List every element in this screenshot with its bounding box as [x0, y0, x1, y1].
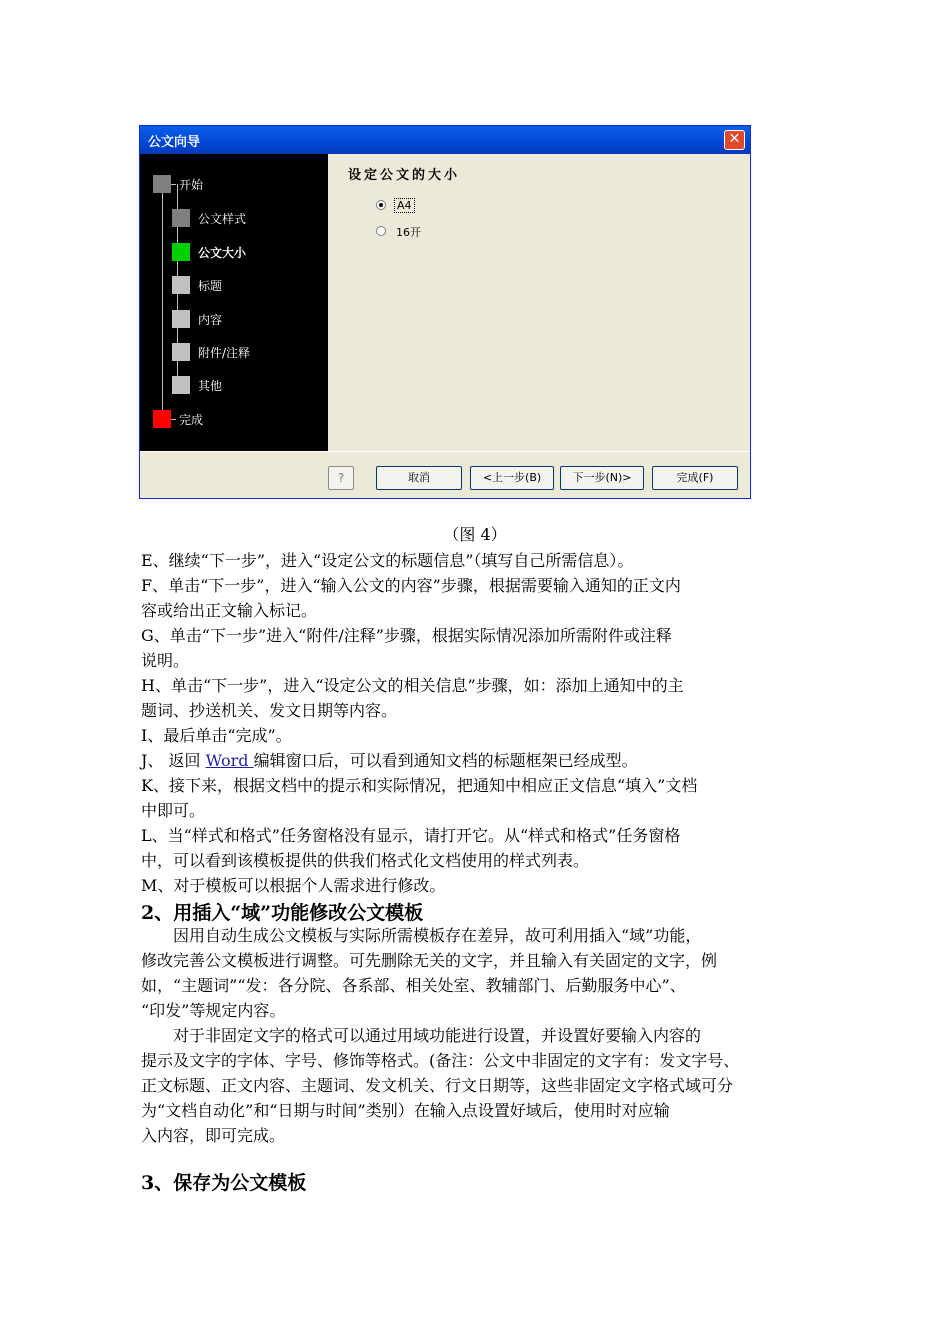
step-g-text: G、单击“下一步”进入“附件/注释”步骤，根据实际情况添加所需附件或注释 — [141, 626, 672, 645]
step-f-text: F、单击“下一步”，进入“输入公文的内容”步骤，根据需要输入通知的正文内 — [141, 576, 681, 595]
section-2-line: “印发”等规定内容。 — [141, 1001, 286, 1020]
section-2-line: 正文标题、正文内容、主题词、发文机关、行文日期等，这些非固定文字格式域可分 — [141, 1076, 734, 1095]
step-marker — [172, 376, 190, 394]
step-e-text: E、继续“下一步”，进入“设定公文的标题信息”（填写自己所需信息）。 — [141, 551, 634, 570]
step-label: 标题 — [198, 279, 223, 293]
back-button[interactable]: <上一步(B) — [470, 466, 554, 490]
cancel-button[interactable]: 取消 — [376, 466, 462, 490]
figure-caption: （图 4） — [443, 525, 507, 544]
section-2-line: 对于非固定文字的格式可以通过用域功能进行设置，并设置好要输入内容的 — [141, 1026, 702, 1045]
radio-dot[interactable] — [376, 200, 386, 210]
finish-button[interactable]: 完成(F) — [652, 466, 738, 490]
step-l-text: L、当“样式和格式”任务窗格没有显示，请打开它。从“样式和格式”任务窗格 — [141, 826, 681, 845]
dialog-title: 公文向导 — [148, 135, 201, 150]
step-marker — [172, 276, 190, 294]
wizard-dialog — [139, 125, 751, 499]
step-g-text: 说明。 — [141, 651, 190, 670]
next-button[interactable]: 下一步(N)> — [560, 466, 644, 490]
section-2-line: 如，“主题词”“发：各分院、各系部、相关处室、教辅部门、后勤服务中心”、 — [141, 976, 686, 995]
step-j-text — [141, 748, 821, 773]
section-2-heading: 2、用插入“域”功能修改公文模板 — [141, 902, 424, 924]
step-j-prefix: J、 返回 — [141, 751, 206, 770]
dialog-titlebar[interactable] — [140, 126, 750, 154]
section-3-heading: 3、保存为公文模板 — [141, 1172, 307, 1194]
step-label: 其他 — [198, 379, 223, 393]
step-j-suffix: 编辑窗口后，可以看到通知文档的标题框架已经成型。 — [253, 751, 638, 770]
step-h-text: H、单击“下一步”，进入“设定公文的相关信息”步骤，如：添加上通知中的主 — [141, 676, 684, 695]
wizard-content-panel — [328, 154, 750, 451]
step-m-text: M、对于模板可以根据个人需求进行修改。 — [141, 876, 446, 895]
help-icon[interactable]: ? — [328, 466, 354, 490]
step-label: 公文大小 — [198, 246, 247, 260]
step-marker — [172, 343, 190, 361]
dialog-button-bar — [140, 451, 750, 499]
radio-label: 16开 — [396, 226, 421, 239]
radio-dot[interactable] — [376, 226, 386, 236]
step-k-text: K、接下来，根据文档中的提示和实际情况，把通知中相应正文信息“填入”文档 — [141, 776, 698, 795]
step-marker — [172, 310, 190, 328]
step-label: 公文样式 — [198, 212, 247, 226]
step-label: 内容 — [198, 313, 223, 327]
step-label: 开始 — [179, 178, 204, 192]
step-label: 附件/注释 — [198, 346, 251, 360]
tree-line — [162, 184, 163, 420]
section-2-line: 为“文档自动化”和“日期与时间”类别）在输入点设置好域后，使用时对应输 — [141, 1101, 670, 1120]
step-k-text: 中即可。 — [141, 801, 206, 820]
step-marker — [172, 243, 190, 261]
word-link[interactable]: Word — [205, 751, 254, 770]
step-marker — [172, 209, 190, 227]
step-marker — [153, 175, 171, 193]
close-icon[interactable]: ✕ — [724, 130, 745, 150]
step-l-text: 中，可以看到该模板提供的供我们格式化文档使用的样式列表。 — [141, 851, 590, 870]
step-i-text: I、最后单击“完成”。 — [141, 726, 292, 745]
step-h-text: 题词、抄送机关、发文日期等内容。 — [141, 701, 398, 720]
section-2-line: 入内容，即可完成。 — [141, 1126, 286, 1145]
step-label: 完成 — [179, 413, 204, 427]
section-2-line: 提示及文字的字体、字号、修饰等格式。(备注：公文中非固定的文字有：发文字号、 — [141, 1051, 740, 1070]
wizard-step-panel — [140, 154, 328, 451]
step-heading: 设定公文的大小 — [348, 168, 461, 183]
section-2-line: 因用自动生成公文模板与实际所需模板存在差异，故可利用插入“域”功能， — [141, 926, 702, 945]
radio-label: A4 — [394, 198, 415, 213]
step-f-text: 容或给出正文输入标记。 — [141, 601, 318, 620]
step-marker — [153, 410, 171, 428]
section-2-line: 修改完善公文模板进行调整。可先删除无关的文字，并且输入有关固定的文字，例 — [141, 951, 718, 970]
